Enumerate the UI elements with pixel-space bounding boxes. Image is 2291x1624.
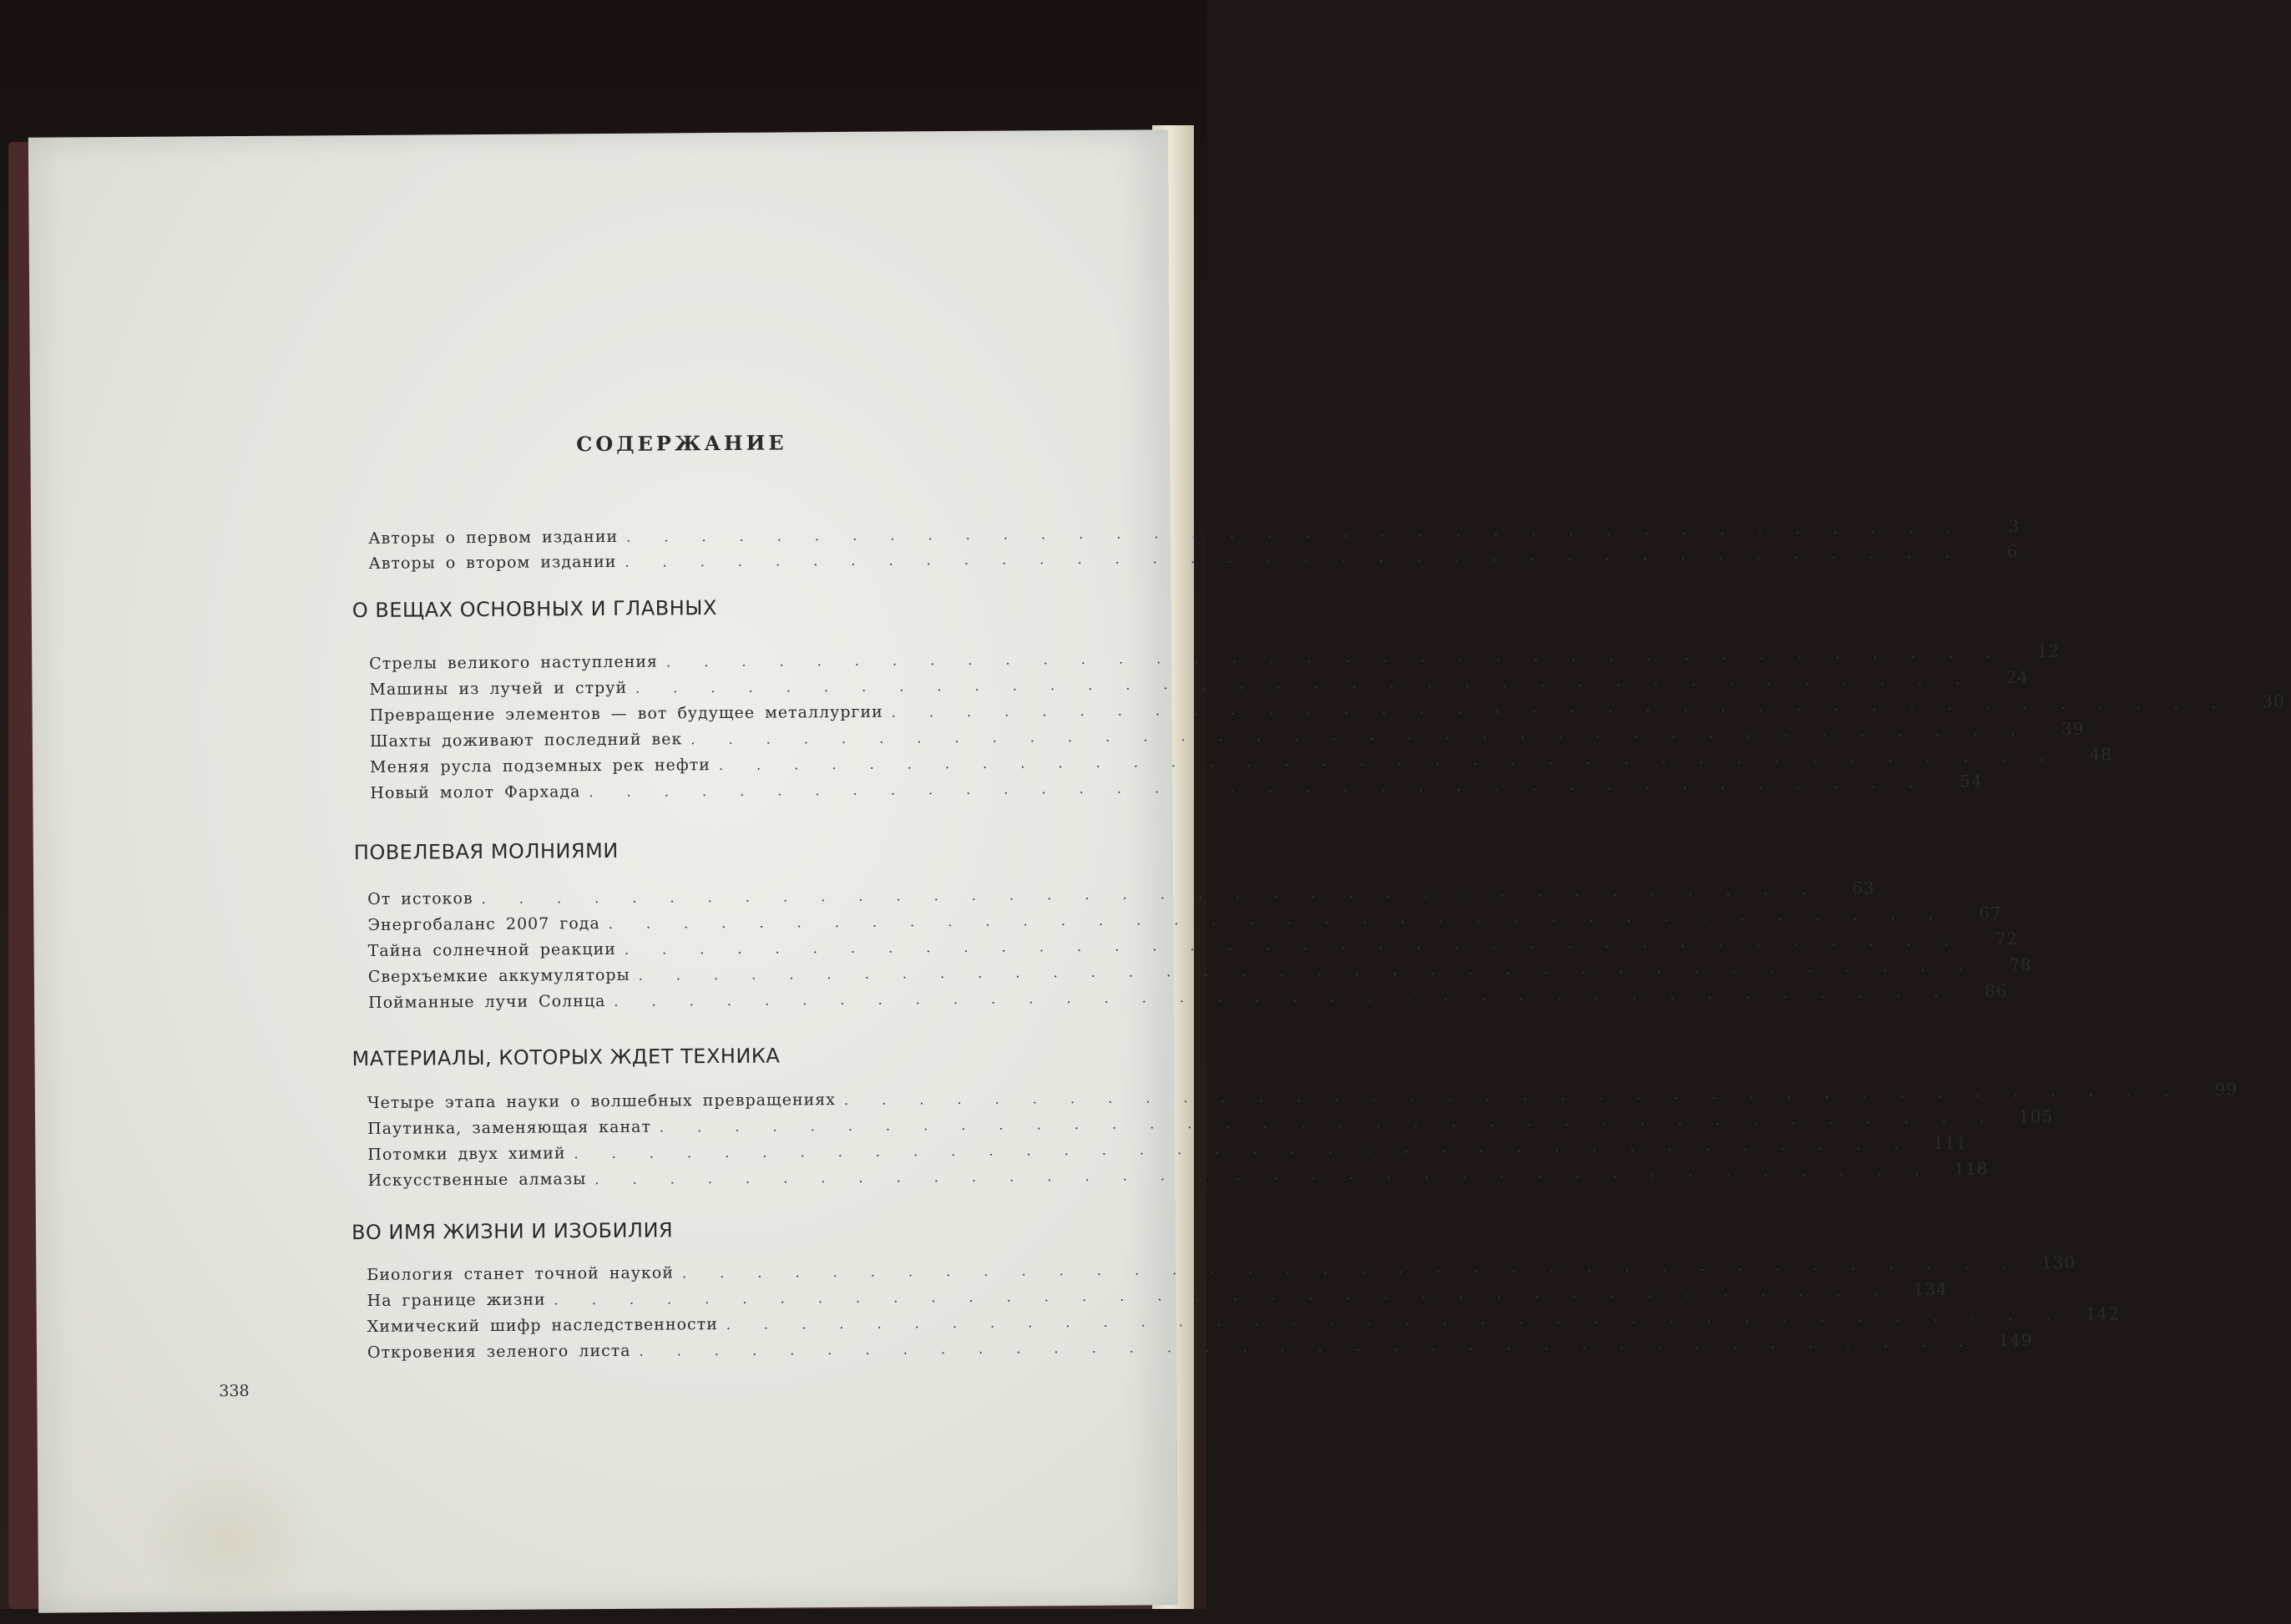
entry-title: Меняя русла подземных рек нефти [370, 756, 711, 777]
entry-title: На границе жизни [367, 1290, 546, 1310]
section-title: ПОВЕЛЕВАЯ МОЛНИЯМИ [353, 838, 619, 865]
toc-entry [367, 903, 2002, 939]
toc-entry [367, 1330, 2033, 1367]
dot-leader: . . . . . . . . . . . . . . . . . . . . . . . . . . . . . . . . . . . . [665, 645, 2004, 670]
dot-leader: . . . . . . . . . . . . . . . . . . . . . . . . . . . . . . . . . . . . [726, 1307, 2063, 1333]
entry-page-number: 6 [2006, 541, 2019, 562]
table-of-contents [28, 129, 2285, 1612]
entry-page-number: 149 [1998, 1330, 2033, 1351]
dot-leader: . . . . . . . . . . . . . . . . . . . . . . . . . . . . . . . . . . . . [659, 1110, 1997, 1136]
entry-title: Биология станет точной наукой [367, 1263, 675, 1284]
entry-title: Сверхъемкие аккумуляторы [367, 965, 630, 986]
entry-page-number: 30 [2262, 691, 2285, 712]
section-title: МАТЕРИАЛЫ, КОТОРЫХ ЖДЕТ ТЕХНИКА [351, 1044, 781, 1071]
dot-leader: . . . . . . . . . . . . . . . . . . . . . . . . . . . . . . . . . . . . [481, 881, 1818, 908]
dot-leader: . . . . . . . . . . . . . . . . . . . . . . . . . . . . . . . . . . . . [574, 1136, 1911, 1162]
entry-title: Шахты доживают последний век [369, 730, 683, 751]
dot-leader: . . . . . . . . . . . . . . . . . . . . . . . . . . . . . . . . . . . . [626, 519, 1964, 545]
entry-page-number: 24 [2005, 667, 2030, 688]
entry-title: Стрелы великого наступления [369, 652, 659, 673]
entry-page-number: 118 [1954, 1158, 1989, 1179]
entry-title: Новый молот Фархада [370, 782, 581, 802]
entry-title: Тайна солнечной реакции [367, 939, 617, 960]
entry-title: Откровения зеленого листа [367, 1341, 631, 1362]
entry-page-number: 78 [2009, 954, 2032, 975]
toc-title: СОДЕРЖАНИЕ [576, 430, 787, 457]
dot-leader: . . . . . . . . . . . . . . . . . . . . . . . . . . . . . . . . . . . . [614, 984, 1951, 1009]
toc-entry [369, 718, 2085, 756]
entry-title: От истоков [367, 889, 473, 908]
entry-title: Авторы о втором издании [368, 552, 617, 573]
page-folio-number: 338 [219, 1381, 250, 1401]
entry-title: Химический шифр наследственности [367, 1315, 718, 1336]
dot-leader: . . . . . . . . . . . . . . . . . . . . . . . . . . . . . . . . . . . . [891, 695, 2228, 721]
toc-entry [367, 1278, 1948, 1315]
dot-leader: . . . . . . . . . . . . . . . . . . . . . . . . . . . . . . . . . . . . [690, 722, 2028, 748]
entry-title: Авторы о первом издании [368, 527, 619, 548]
entry-page-number: 130 [2041, 1252, 2076, 1272]
entry-page-number: 142 [2085, 1303, 2120, 1324]
toc-entry [367, 928, 2019, 965]
entry-title: Потомки двух химий [367, 1144, 566, 1164]
dot-leader: . . . . . . . . . . . . . . . . . . . . . . . . . . . . . . . . . . . . [594, 1161, 1932, 1188]
entry-page-number: 86 [1984, 980, 2008, 1001]
toc-entry [368, 541, 2019, 578]
entry-page-number: 39 [2061, 718, 2085, 739]
entry-title: Искусственные алмазы [367, 1170, 587, 1190]
dot-leader: . . . . . . . . . . . . . . . . . . . . . . . . . . . . . . . . . . . . [608, 906, 1945, 932]
entry-page-number: 99 [2214, 1079, 2238, 1100]
entry-page-number: 72 [1995, 928, 2019, 949]
entry-page-number: 54 [1959, 771, 1983, 792]
dot-leader: . . . . . . . . . . . . . . . . . . . . . . . . . . . . . . . . . . . . [589, 774, 1926, 801]
dot-leader: . . . . . . . . . . . . . . . . . . . . . . . . . . . . . . . . . . . . [718, 747, 2056, 774]
section-title: ВО ИМЯ ЖИЗНИ И ИЗОБИЛИЯ [351, 1218, 674, 1245]
entry-page-number: 48 [2089, 744, 2113, 765]
entry-title: Превращение элементов — вот будущее металлургии [369, 702, 883, 725]
dot-leader: . . . . . . . . . . . . . . . . . . . . . . . . . . . . . . . . . . . . [554, 1283, 1891, 1308]
entry-title: Энергобаланс 2007 года [367, 914, 600, 934]
entry-page-number: 67 [1979, 903, 2002, 923]
entry-page-number: 12 [2036, 640, 2061, 662]
toc-entry [367, 878, 1875, 913]
section-title: О ВЕЩАХ ОСНОВНЫХ И ГЛАВНЫХ [351, 596, 717, 623]
entry-page-number: 105 [2018, 1105, 2054, 1127]
toc-entry [369, 667, 2030, 704]
book-page [28, 129, 2285, 1612]
dot-leader: . . . . . . . . . . . . . . . . . . . . . . . . . . . . . . . . . . . . [625, 544, 1962, 570]
dot-leader: . . . . . . . . . . . . . . . . . . . . . . . . . . . . . . . . . . . . [639, 1333, 1976, 1359]
entry-page-number: 111 [1933, 1132, 1968, 1153]
dot-leader: . . . . . . . . . . . . . . . . . . . . . . . . . . . . . . . . . . . . [638, 958, 1975, 984]
dot-leader: . . . . . . . . . . . . . . . . . . . . . . . . . . . . . . . . . . . . [635, 670, 1973, 696]
entry-title: Паутинка, заменяющая канат [367, 1117, 652, 1138]
toc-entry [368, 980, 2008, 1017]
entry-title: Машины из лучей и струй [369, 678, 628, 699]
entry-title: Четыре этапа науки о волшебных превращениях [367, 1090, 837, 1112]
entry-title: Пойманные лучи Солнца [368, 991, 606, 1012]
entry-page-number: 134 [1913, 1278, 1948, 1300]
dot-leader: . . . . . . . . . . . . . . . . . . . . . . . . . . . . . . . . . . . . [624, 932, 1962, 958]
toc-entry [367, 1132, 1968, 1169]
entry-page-number: 3 [2008, 516, 2020, 537]
toc-entry [367, 1158, 1989, 1195]
dot-leader: . . . . . . . . . . . . . . . . . . . . . . . . . . . . . . . . . . . . [681, 1256, 2020, 1282]
toc-entry [370, 771, 1983, 807]
entry-page-number: 63 [1852, 878, 1875, 898]
dot-leader: . . . . . . . . . . . . . . . . . . . . . . . . . . . . . . . . . . . . [843, 1082, 2182, 1108]
